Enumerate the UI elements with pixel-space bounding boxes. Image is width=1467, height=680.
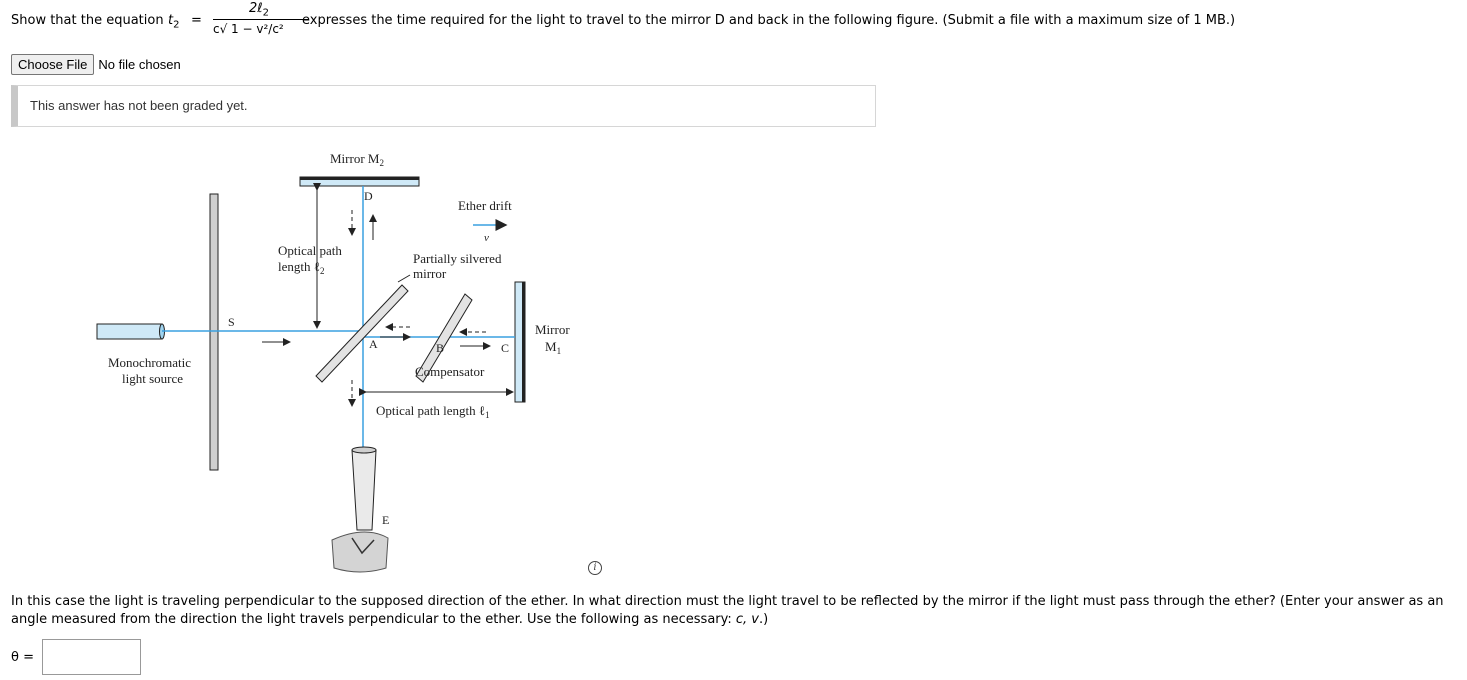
mirror-m1-label-1: Mirror [535, 322, 570, 337]
answer-row [11, 639, 141, 675]
telescope [332, 447, 388, 572]
label-s: S [228, 315, 235, 329]
label-leader-line [398, 275, 410, 282]
mirror-m2-label: Mirror $M_2$ [330, 151, 384, 168]
optical-path-2-label-1: Optical path [278, 243, 342, 258]
monochromatic-label-1: Monochromatic [108, 355, 192, 370]
question-2-end: .) [759, 612, 769, 627]
theta-answer-input[interactable] [42, 639, 141, 675]
grading-message: This answer has not been graded yet. [30, 98, 248, 113]
file-upload [11, 54, 181, 75]
label-a: A [369, 337, 378, 351]
mirror-m1 [515, 282, 525, 402]
file-status: No file chosen [98, 57, 181, 72]
compensator-label: Compensator [415, 364, 485, 379]
light-source [97, 324, 165, 339]
velocity-vector-label: v⃗ [484, 232, 498, 244]
optical-path-2-label-2: length ℓ$_2$ [278, 259, 325, 276]
question-2-text: In this case the light is traveling perpendicular to the supposed direction of the ether. In what direction must the light travel to be reflected by the mirror if the light must pass through the ether? (Enter your answer as an angle measured from the direction the light travels perpendicular to the ether. Use the following as necessary: [11, 594, 1444, 627]
question-1-suffix: expresses the time required for the light to travel to the mirror D and back in the following figure. (Submit a file with a maximum size of 1 MB.) [302, 13, 1236, 28]
time-fraction [211, 0, 309, 46]
monochromatic-label-2: light source [122, 371, 184, 386]
label-c: C [501, 341, 510, 355]
optical-path-1-label: Optical path length ℓ$_1$ [376, 403, 490, 420]
info-icon[interactable]: i [588, 561, 602, 575]
fraction-denominator: c√ 1 − v²/c² [213, 22, 284, 36]
question-2 [11, 593, 1463, 629]
mirror-m2 [300, 177, 419, 186]
fraction-bar [213, 19, 309, 20]
choose-file-button[interactable]: Choose File [11, 54, 94, 75]
question-1-prefix: Show that the equation [11, 13, 164, 28]
question-2-vars: c, v [735, 612, 759, 627]
partially-silvered-label-1: Partially silvered [413, 251, 502, 266]
label-e: E [382, 513, 390, 527]
grading-status-box [11, 85, 876, 127]
equals-sign: = [191, 13, 202, 28]
ether-drift-label: Ether drift [458, 198, 512, 213]
fraction-numerator: 2ℓ$_2$ [249, 1, 270, 19]
t2-variable: $t_2$ [168, 13, 180, 31]
mirror-m1-label-2: $M_1$ [545, 339, 562, 356]
theta-label: θ = [11, 649, 34, 665]
partially-silvered-label-2: mirror [413, 266, 447, 281]
label-d: D [364, 189, 373, 203]
label-b: B [436, 341, 445, 355]
interferometer-figure [90, 140, 590, 580]
slit-screen [210, 194, 218, 470]
partially-silvered-mirror [316, 285, 408, 382]
